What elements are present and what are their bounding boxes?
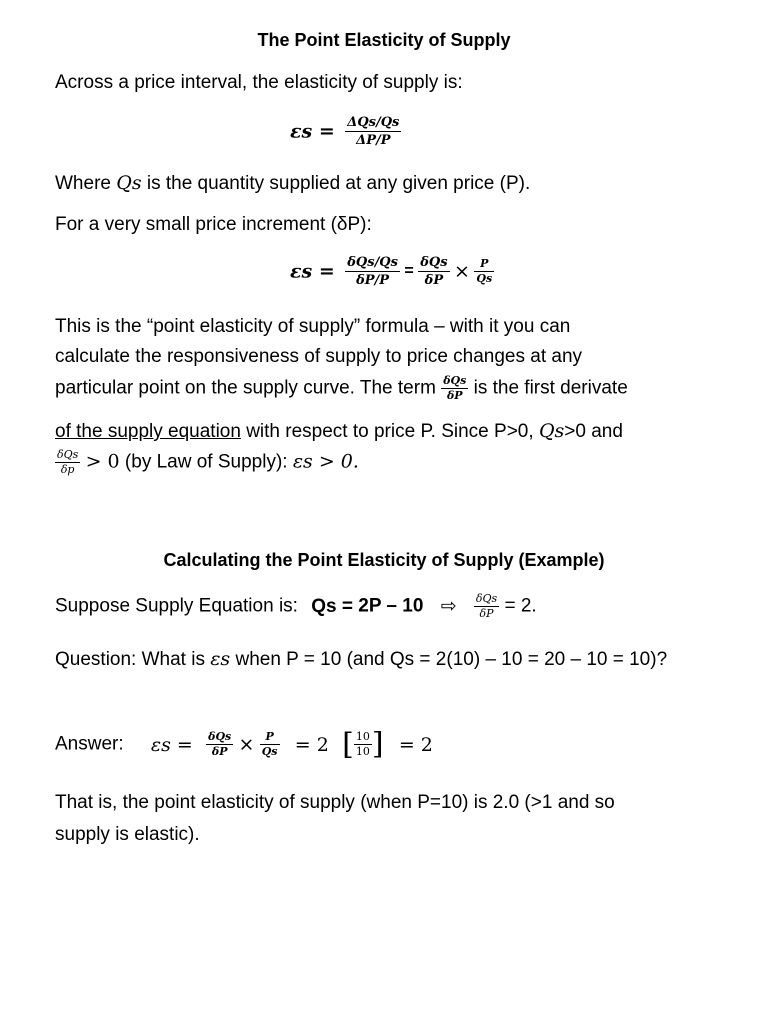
- para-line-3: [55, 374, 628, 403]
- conclusion-line-2: supply is elastic).: [55, 824, 200, 845]
- para-line-2: calculate the responsiveness of supply to price changes at any: [55, 346, 583, 367]
- eq2-fraction-3: [474, 257, 494, 286]
- eq2-f1-num: δQs/Qs: [347, 255, 398, 270]
- para-line-5: [55, 448, 359, 477]
- equation-arc-elasticity: [290, 114, 401, 149]
- question-pre: Question: What is: [55, 649, 205, 670]
- eq1-fraction: [345, 114, 401, 149]
- question-line: [55, 648, 667, 671]
- answer-line: Answer: εs = $\frac{\text{δQs}}{\delta P}$ × $\frac{P}{Qs}$ = 2 [ $\frac{10}{10}$ ] = 2: [55, 726, 433, 762]
- para-line4-sym: Qs: [538, 420, 565, 442]
- answer-eq1: = 2: [294, 733, 329, 756]
- law-text: (by Law of Supply):: [124, 451, 288, 473]
- answer-lhs: εs =: [150, 733, 193, 756]
- para-line-4: [55, 420, 623, 443]
- eq2-lhs: εs =: [290, 260, 335, 283]
- answer-b-num: 10: [355, 730, 370, 743]
- qs-symbol: Qs: [116, 172, 142, 194]
- eq1-numerator: ΔQs/Qs: [347, 115, 400, 130]
- eq2-f2-num: δQs: [420, 255, 448, 270]
- answer-f1-num: δQs: [208, 730, 232, 743]
- answer-fraction-2: [260, 730, 280, 759]
- question-sym: εs: [210, 648, 231, 670]
- supply-frac-num: δQs: [475, 592, 498, 605]
- answer-bracket-fraction: [354, 730, 372, 759]
- intro-text: Across a price interval, the elasticity of supply is:: [55, 72, 463, 93]
- supply-result: = 2.: [504, 595, 537, 617]
- answer-times: ×: [238, 733, 255, 756]
- eq2-equals: =: [404, 262, 414, 280]
- eq2-f3-num: P: [474, 257, 494, 272]
- conclusion-line-1: That is, the point elasticity of supply (when P=10) is 2.0 (>1 and so: [55, 792, 615, 813]
- eq2-f2-den: δP: [424, 273, 444, 288]
- eq2-fraction-2: [418, 254, 449, 289]
- derivative-fraction: [441, 374, 468, 403]
- eq2-fraction-1: [345, 254, 400, 289]
- example-title: Calculating the Point Elasticity of Supply (Example): [163, 550, 605, 570]
- law-den: δp: [60, 463, 75, 476]
- where-line: [55, 172, 530, 195]
- para-line3-post: is the first derivate: [473, 377, 628, 399]
- supply-frac-den: δP: [479, 607, 494, 620]
- para-line3-pre: particular point on the supply curve. The term: [55, 377, 436, 399]
- eq1-lhs: εs =: [290, 120, 335, 143]
- para-line4-post: >0 and: [564, 421, 623, 442]
- supply-equation-line: [55, 592, 537, 621]
- deriv-den: δP: [446, 389, 463, 402]
- eq2-f3-den: Qs: [476, 272, 493, 285]
- eq2-f1-den: δP/P: [356, 273, 390, 288]
- answer-b-den: 10: [355, 745, 370, 758]
- answer-label: Answer:: [55, 733, 124, 755]
- where-post: is the quantity supplied at any given price (P).: [146, 173, 531, 194]
- para-line-1: This is the “point elasticity of supply” formula – with it you can: [55, 316, 571, 337]
- eq2-times: ×: [454, 260, 470, 283]
- law-gt-zero: > 0: [85, 450, 120, 473]
- law-num: δQs: [57, 448, 79, 461]
- answer-f1-den: δP: [211, 745, 228, 758]
- law-fraction: [55, 448, 80, 477]
- answer-f2-den: Qs: [261, 745, 278, 758]
- law-result: εs > 0.: [292, 450, 359, 473]
- where-pre: Where: [55, 173, 111, 194]
- answer-f2-num: P: [260, 730, 280, 745]
- small-increment-text: For a very small price increment (δP):: [55, 214, 372, 235]
- equation-point-elasticity: [290, 254, 494, 289]
- para-line4-mid: with respect to price P. Since P>0,: [246, 421, 534, 442]
- answer-eq2: = 2: [398, 733, 433, 756]
- implies-arrow-icon: ⇨: [440, 595, 457, 617]
- supply-equation-link[interactable]: of the supply equation: [55, 421, 241, 442]
- deriv-num: δQs: [443, 374, 467, 387]
- supply-derivative-fraction: [474, 592, 499, 621]
- eq1-denominator: ΔP/P: [356, 133, 391, 148]
- page-title: The Point Elasticity of Supply: [257, 30, 511, 50]
- question-post: when P = 10 (and Qs = 2(10) – 10 = 20 – 10 = 10)?: [235, 649, 668, 670]
- supply-eq-lhs: Qs =: [311, 595, 353, 617]
- answer-fraction-1: [206, 730, 233, 759]
- supply-eq-rhs: 2P – 10: [358, 595, 424, 617]
- supply-pre: Suppose Supply Equation is:: [55, 595, 298, 617]
